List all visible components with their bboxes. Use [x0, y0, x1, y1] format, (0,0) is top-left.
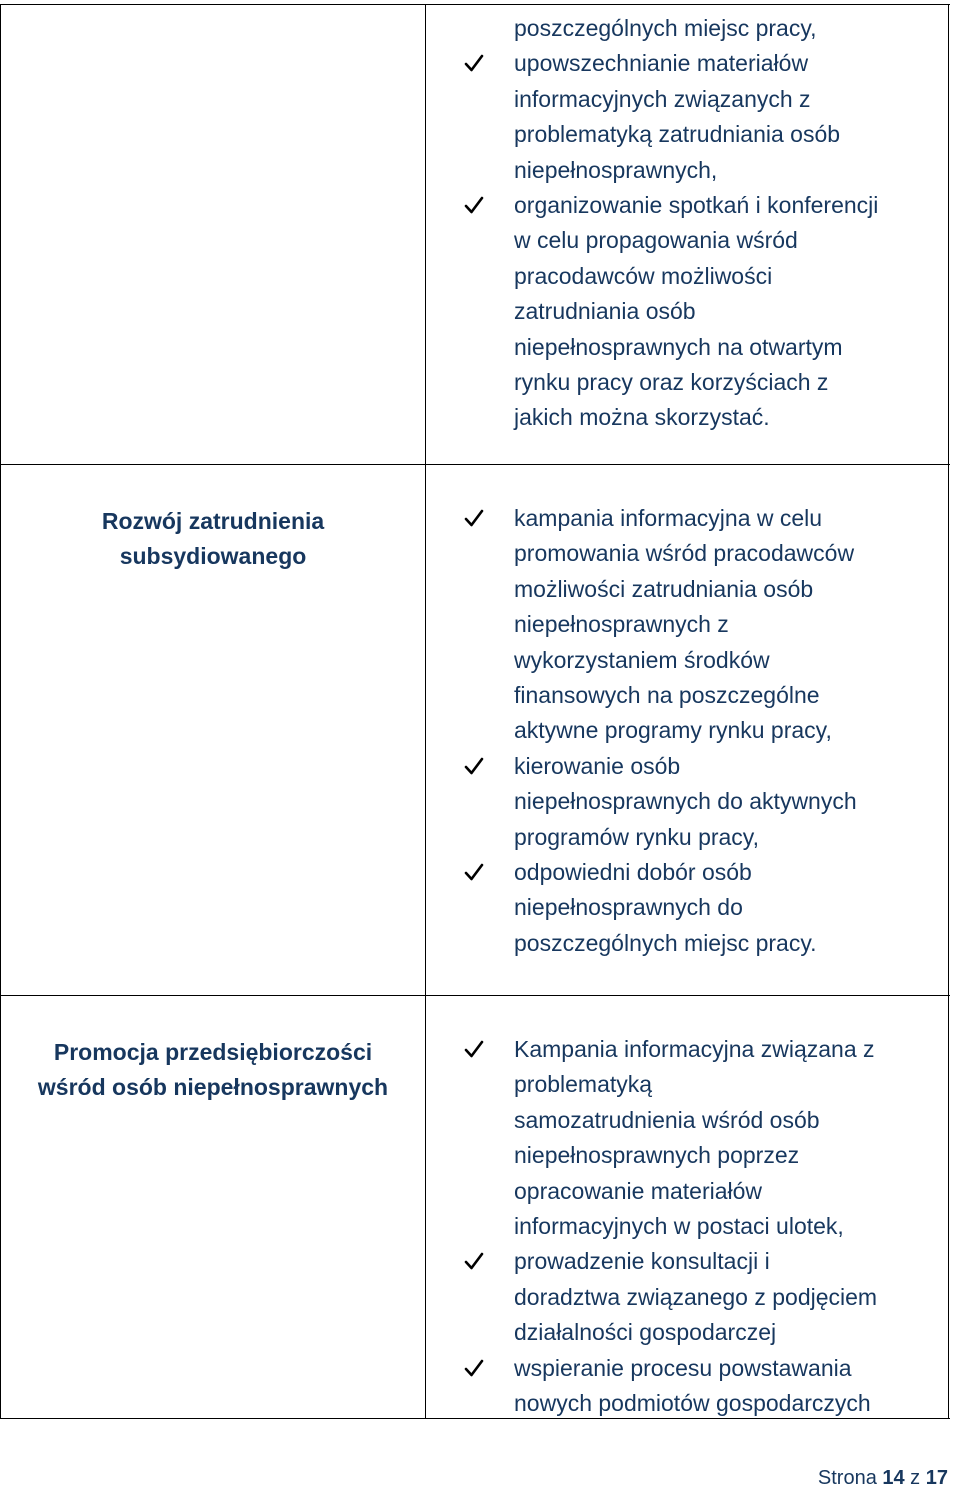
item-text-line: informacyjnych w postaci ulotek,: [514, 1213, 844, 1240]
item-text-line: programów rynku pracy,: [514, 823, 759, 850]
item-text-line: pracodawców możliwości: [514, 262, 773, 289]
row-items-cell: [426, 5, 949, 464]
item-text-line: upowszechnianie materiałów: [514, 50, 809, 77]
checkmark-icon: [464, 862, 484, 882]
checkmark-icon: [464, 1039, 484, 1059]
item-text-line: problematyką: [514, 1071, 653, 1098]
list-item: [464, 1351, 934, 1422]
item-text-line: niepełnosprawnych z: [514, 611, 729, 638]
checkmark-icon: [464, 756, 484, 776]
item-text-line: niepełnosprawnych na otwartym: [514, 333, 843, 360]
row-title: [15, 504, 411, 574]
list-item: [464, 501, 934, 749]
current-page: 14: [882, 1467, 905, 1489]
item-text-line: możliwości zatrudniania osób: [514, 575, 814, 602]
item-text-line: problematyką zatrudniania osób: [514, 121, 841, 148]
row-title-cell: [1, 5, 426, 464]
list-item: [464, 188, 934, 436]
item-text-line: nowych podmiotów gospodarczych: [514, 1390, 871, 1417]
row-title: [15, 1035, 411, 1105]
page-separator: z: [904, 1467, 926, 1489]
item-text-line: rynku pracy oraz korzyściach z: [514, 369, 829, 396]
table-row: [1, 996, 950, 1419]
checklist: [464, 1032, 934, 1421]
list-item: [464, 46, 934, 188]
row-title-line: wśród osób niepełnosprawnych: [37, 1074, 389, 1100]
item-text-line: wspieranie procesu powstawania: [514, 1354, 852, 1381]
item-text-line: niepełnosprawnych poprzez: [514, 1142, 800, 1169]
checkmark-icon: [464, 195, 484, 215]
item-text-line: w celu propagowania wśród: [514, 227, 798, 254]
row-items-cell: [426, 465, 949, 995]
item-text-line: wykorzystaniem środków: [514, 646, 770, 673]
list-item: [464, 11, 934, 46]
list-item: [464, 1244, 934, 1350]
item-text-line: doradztwa związanego z podjęciem: [514, 1283, 878, 1310]
item-text-line: odpowiedni dobór osób: [514, 859, 752, 886]
checkmark-icon: [464, 1358, 484, 1378]
row-title-line: subsydiowanego: [119, 543, 307, 569]
item-text-line: Kampania informacyjna związana z: [514, 1036, 875, 1062]
checkmark-icon: [464, 53, 484, 73]
content-table: [0, 4, 950, 1419]
item-text-line: finansowych na poszczególne: [514, 682, 820, 709]
item-text-line: kampania informacyjna w celu: [514, 505, 823, 531]
table-row: [1, 465, 950, 996]
item-text-line: prowadzenie konsultacji i: [514, 1248, 770, 1275]
item-text-line: niepełnosprawnych do aktywnych: [514, 788, 857, 815]
page-number: [818, 1466, 948, 1490]
checkmark-icon: [464, 508, 484, 528]
item-text-line: aktywne programy rynku pracy,: [514, 717, 832, 744]
item-text-line: promowania wśród pracodawców: [514, 540, 855, 567]
page-label: Strona: [817, 1467, 883, 1489]
item-text-line: opracowanie materiałów: [514, 1177, 763, 1204]
list-item: [464, 1032, 934, 1244]
item-text-line: informacyjnych związanych z: [514, 85, 811, 112]
item-text-line: poszczególnych miejsc pracy,: [514, 15, 817, 41]
list-item: [464, 855, 934, 961]
row-title-line: Promocja przedsiębiorczości: [53, 1039, 373, 1065]
checkmark-icon: [464, 1251, 484, 1271]
item-text-line: samozatrudnienia wśród osób: [514, 1106, 820, 1133]
row-title-line: Rozwój zatrudnienia: [101, 508, 325, 534]
table-row: [1, 5, 950, 465]
item-text-line: organizowanie spotkań i konferencji: [514, 192, 879, 219]
item-text-line: poszczególnych miejsc pracy.: [514, 929, 817, 956]
item-text-line: kierowanie osób: [514, 752, 681, 779]
checklist: [464, 11, 934, 436]
item-text-line: zatrudniania osób: [514, 298, 696, 325]
item-text-line: jakich można skorzystać.: [514, 404, 770, 431]
row-items-cell: [426, 996, 949, 1418]
item-text-line: działalności gospodarczej: [514, 1319, 777, 1346]
total-pages: 17: [925, 1467, 948, 1489]
row-title-cell: [1, 996, 426, 1418]
row-title-cell: [1, 465, 426, 995]
item-text-line: niepełnosprawnych,: [514, 156, 718, 183]
list-item: [464, 749, 934, 855]
item-text-line: niepełnosprawnych do: [514, 894, 743, 921]
checklist: [464, 501, 934, 961]
